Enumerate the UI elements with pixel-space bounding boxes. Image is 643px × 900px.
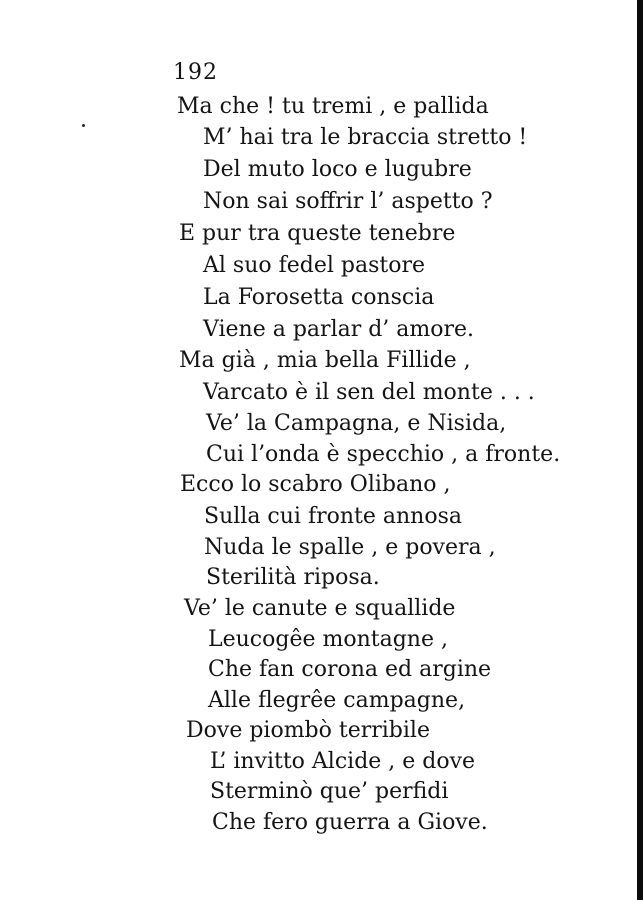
verse-line: Che fan corona ed argine: [208, 657, 492, 682]
verse-line: Ma già , mia bella Fillide ,: [179, 348, 471, 373]
verse-line: Sterminò que’ perfidi: [210, 779, 449, 804]
verse-line: Ma che ! tu tremi , e pallida: [177, 94, 489, 119]
verse-line: Ecco lo scabro Olibano ,: [180, 472, 451, 497]
verse-line: Al suo fedel pastore: [203, 253, 426, 278]
verse-line: La Forosetta conscia: [203, 285, 435, 310]
verse-line: Del muto loco e lugubre: [203, 157, 472, 182]
verse-line: Ve’ la Campagna, e Nisida,: [206, 411, 507, 436]
verse-line: Alle flegrêe campagne,: [208, 688, 466, 713]
page-binding-edge: [637, 0, 643, 900]
verse-line: E pur tra queste tenebre: [179, 221, 456, 246]
verse-line: Sterilità riposa.: [206, 565, 380, 590]
verse-line: Non sai soffrir l’ aspetto ?: [203, 189, 493, 214]
ink-speck: [82, 124, 85, 127]
verse-line: Viene a parlar d’ amore.: [203, 317, 475, 342]
verse-line: Cui l’onda è specchio , a fronte.: [206, 442, 561, 467]
verse-line: Sulla cui fronte annosa: [204, 504, 462, 529]
verse-line: Leucogêe montagne ,: [208, 627, 448, 652]
verse-line: Nuda le spalle , e povera ,: [204, 535, 496, 560]
verse-line: Dove piombò terribile: [186, 718, 430, 743]
page-number: 192: [173, 60, 218, 85]
verse-line: Che fero guerra a Giove.: [212, 810, 488, 835]
verse-line: Varcato è il sen del monte . . .: [203, 380, 535, 405]
verse-line: L’ invitto Alcide , e dove: [210, 749, 476, 774]
verse-line: M’ hai tra le braccia stretto !: [203, 125, 528, 150]
verse-line: Ve’ le canute e squallide: [184, 596, 456, 621]
